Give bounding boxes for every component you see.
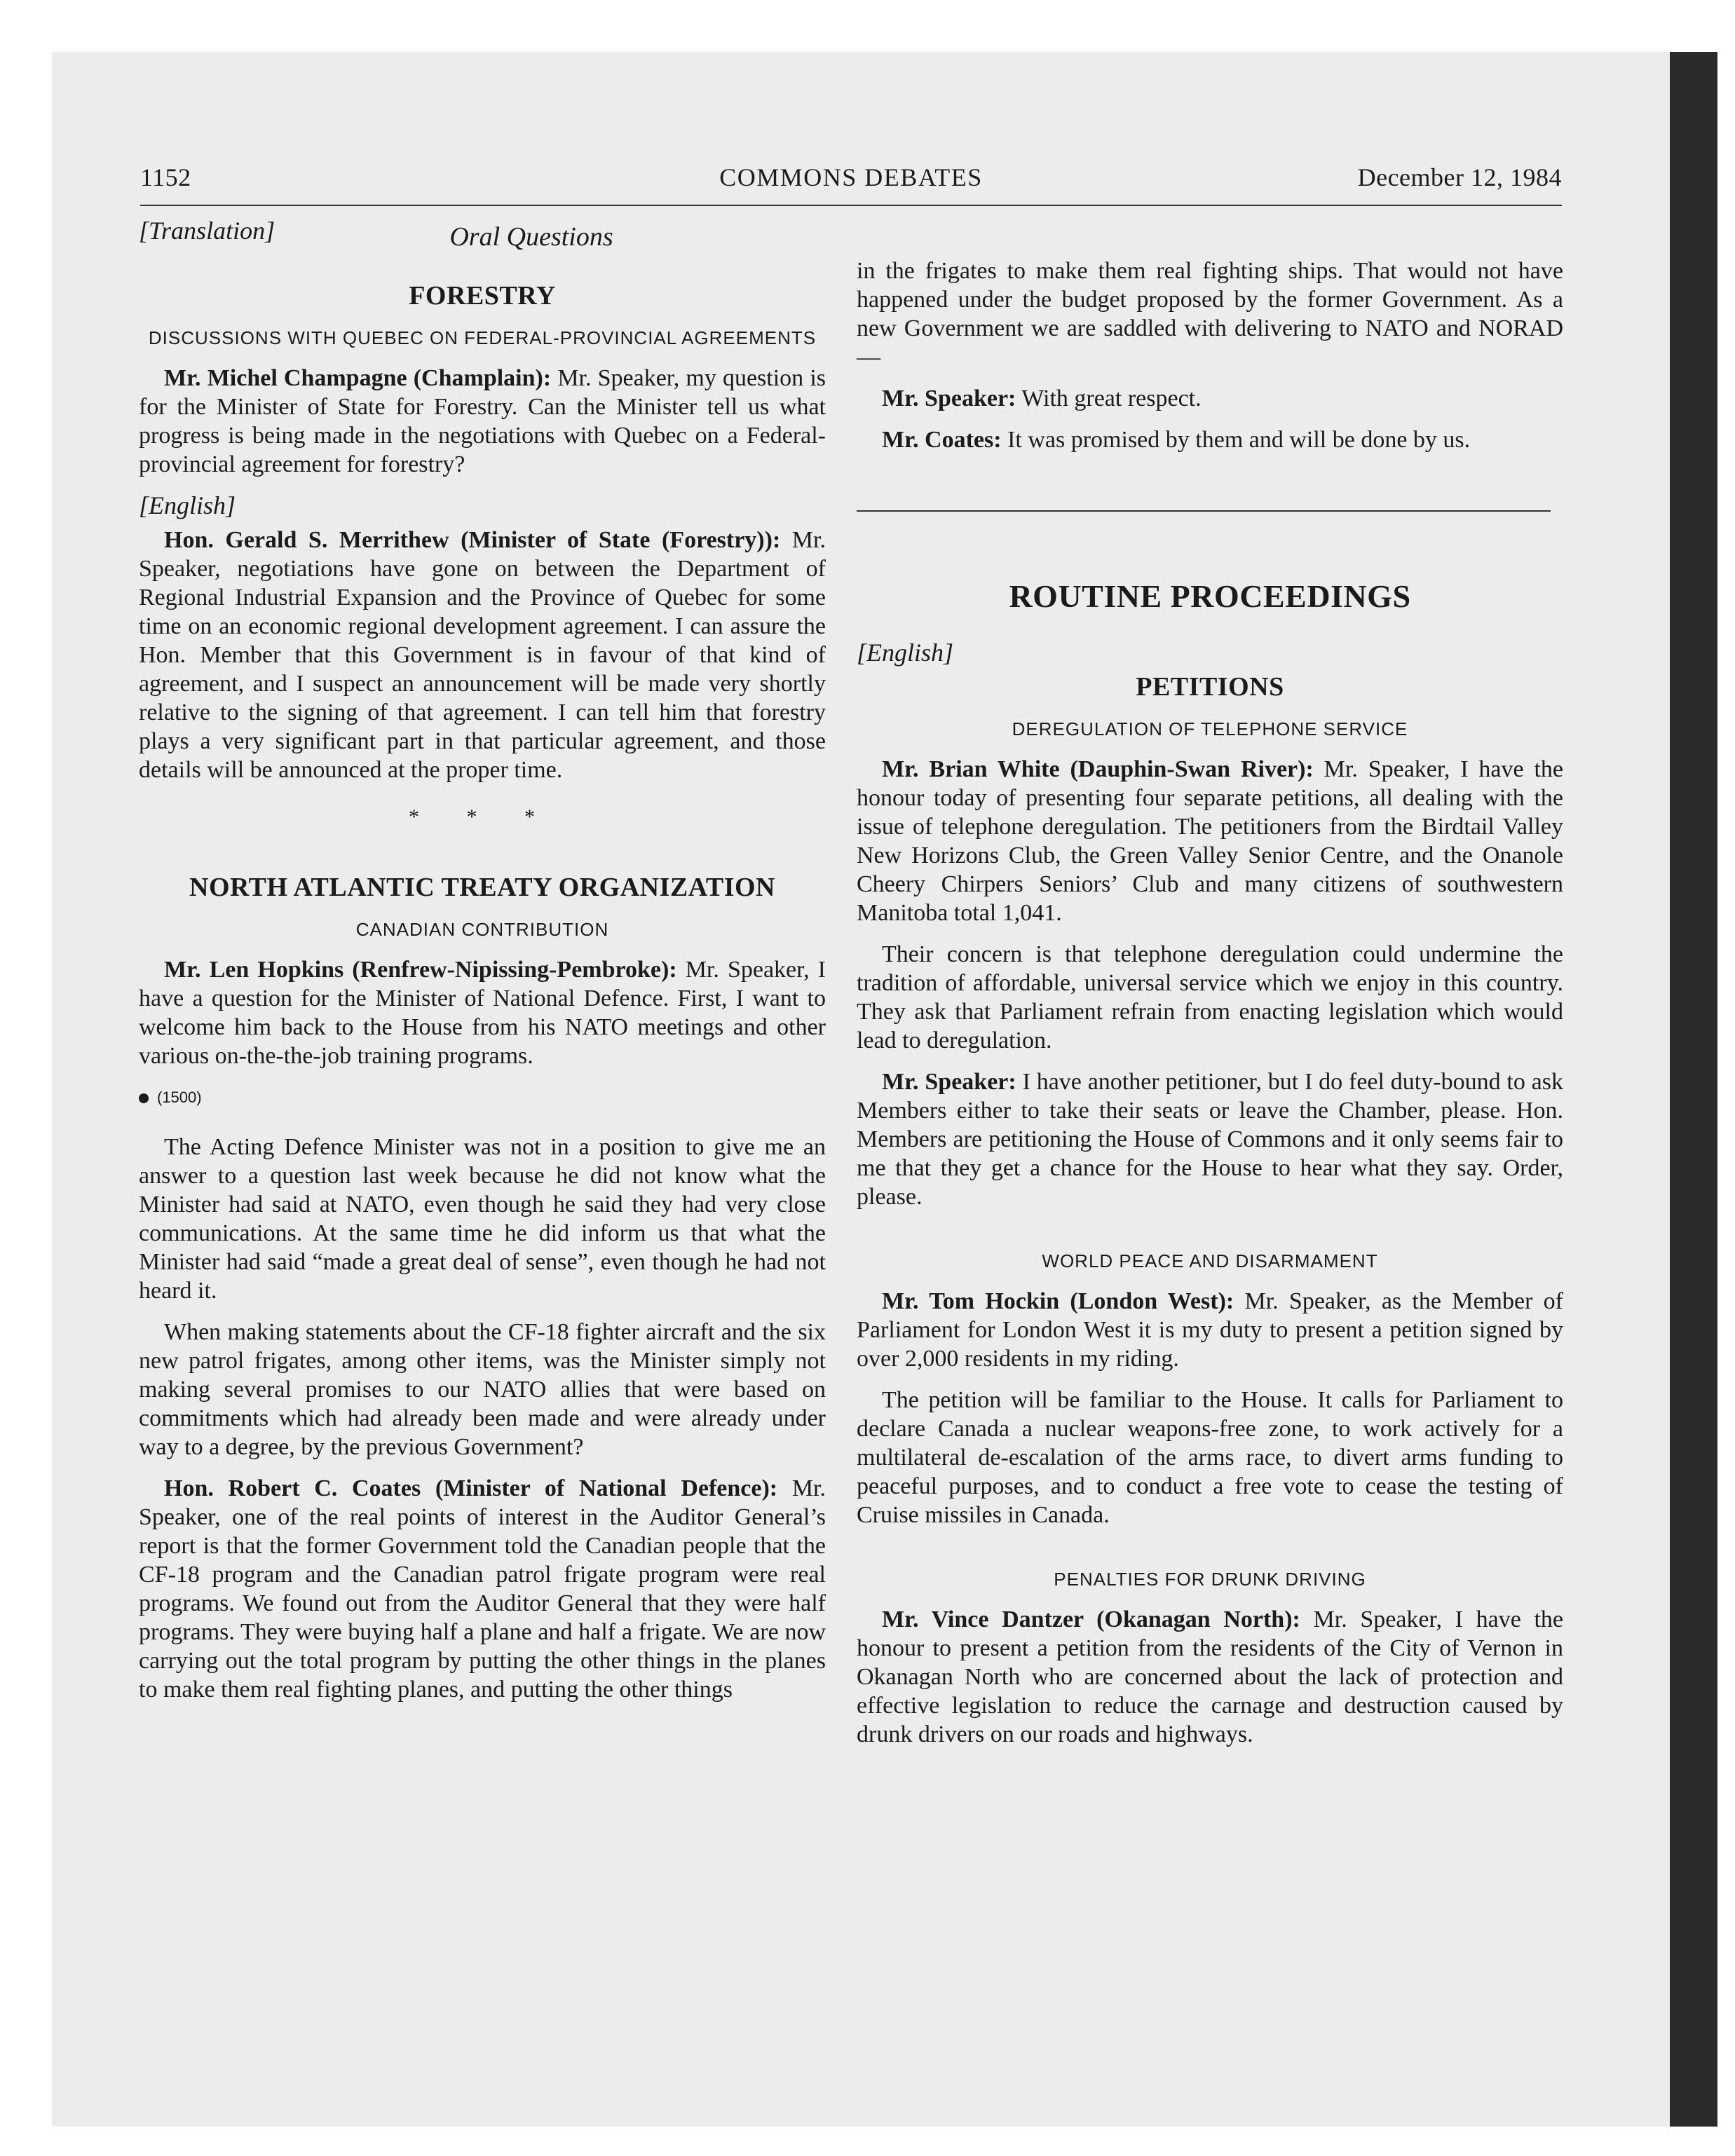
paragraph [139, 526, 826, 784]
speaker-name: Mr. Speaker: [882, 386, 1016, 411]
speaker-name: Mr. Vince Dantzer (Okanagan North): [882, 1606, 1300, 1632]
page-number: 1152 [140, 163, 191, 191]
scan-edge-shadow [1670, 52, 1717, 2127]
paragraph [857, 755, 1563, 927]
speech-text: Mr. Speaker, my question is for the Minister of State for Forestry. Can the Minister tell us what progress is being made in the negotiations with Quebec on a Federal-provincial agreement for forestry? [139, 365, 826, 477]
speaker-name: Mr. Tom Hockin (London West): [882, 1288, 1234, 1314]
paragraph [857, 1067, 1563, 1211]
paragraph: The Acting Defence Minister was not in a position to give me an answer to a question last week because he did not know what the Minister had said at NATO, even though he said they had very close communications. At the same time he did inform us that what the Minister had said “made a great deal of sense”, even though he had not heard it. [139, 1134, 826, 1304]
speech-text: Mr. Speaker, as the Member of Parliament for London West it is my duty to present a petition signed by over 2,000 residents in my riding. [857, 1288, 1563, 1372]
time-marker [139, 1083, 826, 1112]
translation-tag: [Translation] [139, 217, 275, 245]
speaker-name: Mr. Brian White (Dauphin-Swan River): [882, 756, 1314, 782]
running-head: Oral Questions [449, 222, 613, 252]
subheading-world-peace: WORLD PEACE AND DISARMAMENT [1042, 1250, 1378, 1271]
publication-title: COMMONS DEBATES [719, 163, 983, 191]
section-separator-stars: * * * [409, 805, 556, 828]
paragraph [139, 1474, 826, 1704]
paragraph: When making statements about the CF-18 fighter aircraft and the six new patrol frigates, among other items, was the Minister simply not making several promises to our NATO allies that were based on commitments which had already been made and were already under way to a degree, by the previous Government? [139, 1319, 826, 1460]
speech-text: Mr. Speaker, one of the real points of interest in the Auditor General’s report is that the former Government told the Canadian people that the CF-18 program and the Canadian patrol frigate program were real programs. We found out from the Auditor General that they were half programs. They were buying half a plane and half a frigate. We are now carrying out the total program by putting the other things in the planes to make them real fighting planes, and putting the other things [139, 1475, 826, 1703]
header-date: December 12, 1984 [1357, 163, 1562, 191]
speech-text: With great respect. [1016, 386, 1202, 411]
left-column [139, 217, 826, 1717]
speaker-name: Mr. Michel Champagne (Champlain): [164, 365, 552, 391]
paragraph [857, 384, 1563, 413]
paragraph: Their concern is that telephone deregulation could undermine the tradition of affordable, universal service which we enjoy in this country. They ask that Parliament refrain from enacting legislation which would lead to deregulation. [857, 941, 1563, 1053]
section-heading-routine-proceedings: ROUTINE PROCEEDINGS [1009, 578, 1411, 614]
paragraph [857, 1287, 1563, 1373]
section-divider [857, 510, 1551, 512]
speaker-name: Mr. Speaker: [882, 1069, 1016, 1095]
speech-text: Mr. Speaker, I have the honour to present a petition from the residents of the City of Vernon in Okanagan North who are concerned about the lack of protection and effective legislation to reduce the carnage and destruction caused by drunk drivers on our roads and highways. [857, 1606, 1563, 1747]
bullet-icon [139, 1093, 149, 1103]
section-heading-petitions: PETITIONS [1136, 672, 1284, 702]
speech-text: It was promised by them and will be done by us. [1001, 427, 1471, 453]
time-marker-text: (1500) [157, 1089, 202, 1106]
subheading-forestry: DISCUSSIONS WITH QUEBEC ON FEDERAL-PROVINCIAL AGREEMENTS [148, 327, 817, 348]
right-column [857, 223, 1563, 1761]
speaker-name: Hon. Robert C. Coates (Minister of National Defence): [164, 1475, 778, 1501]
speech-text: Mr. Speaker, I have a question for the Minister of National Defence. First, I want to welcome him back to the House from his NATO meetings and other various on-the-the-job training programs. [139, 957, 826, 1069]
subheading-nato: CANADIAN CONTRIBUTION [355, 919, 609, 940]
speech-text: I have another petitioner, but I do feel duty-bound to ask Members either to take their seats or leave the Chamber, please. Hon. Members are petitioning the House of Commons and it only seems fair to me that they get a chance for the House to hear what they say. Order, please. [857, 1069, 1563, 1210]
paragraph [139, 955, 826, 1070]
section-heading-forestry: FORESTRY [409, 281, 556, 311]
paragraph [139, 364, 826, 479]
paragraph: The petition will be familiar to the House. It calls for Parliament to declare Canada a nuclear weapons-free zone, to work actively for a multilateral de-escalation of the arms race, to divert arms funding to peaceful purposes, and to conduct a free vote to cease the testing of Cruise missiles in Canada. [857, 1387, 1563, 1528]
language-tag: [English] [139, 491, 236, 519]
paragraph: in the frigates to make them real fighting ships. That would not have happened under the budget proposed by the former Government. As a new Government we are saddled with delivering to NATO and NORAD— [857, 258, 1563, 370]
speaker-name: Mr. Len Hopkins (Renfrew-Nipissing-Pembroke): [164, 957, 677, 983]
speaker-name: Mr. Coates: [882, 427, 1002, 453]
paragraph [857, 425, 1563, 454]
language-tag: [English] [857, 639, 954, 667]
speech-text: Mr. Speaker, negotiations have gone on between the Department of Regional Industrial Expansion and the Province of Quebec for some time on an economic regional development agreement. I can assure the Hon. Member that this Government is in favour of that kind of agreement, and I suspect an announcement will be made very shortly relative to the signing of that agreement. I can tell him that forestry plays a very significant part in that particular agreement, and those details will be announced at the proper time. [139, 527, 826, 783]
section-heading-nato: NORTH ATLANTIC TREATY ORGANIZATION [189, 873, 775, 902]
speaker-name: Hon. Gerald S. Merrithew (Minister of State (Forestry)): [164, 527, 781, 553]
speech-text: Mr. Speaker, I have the honour today of presenting four separate petitions, all dealing with the issue of telephone deregulation. The petitioners from the Birdtail Valley New Horizons Club, the Green Valley Senior Centre, and the Onanole Cheery Chirpers Seniors’ Club and many citizens of southwestern Manitoba total 1,041. [857, 756, 1563, 926]
subheading-telephone: DEREGULATION OF TELEPHONE SERVICE [1012, 718, 1408, 739]
paragraph [857, 1605, 1563, 1749]
subheading-drunk-driving: PENALTIES FOR DRUNK DRIVING [1054, 1569, 1366, 1590]
page-header [140, 163, 1562, 206]
